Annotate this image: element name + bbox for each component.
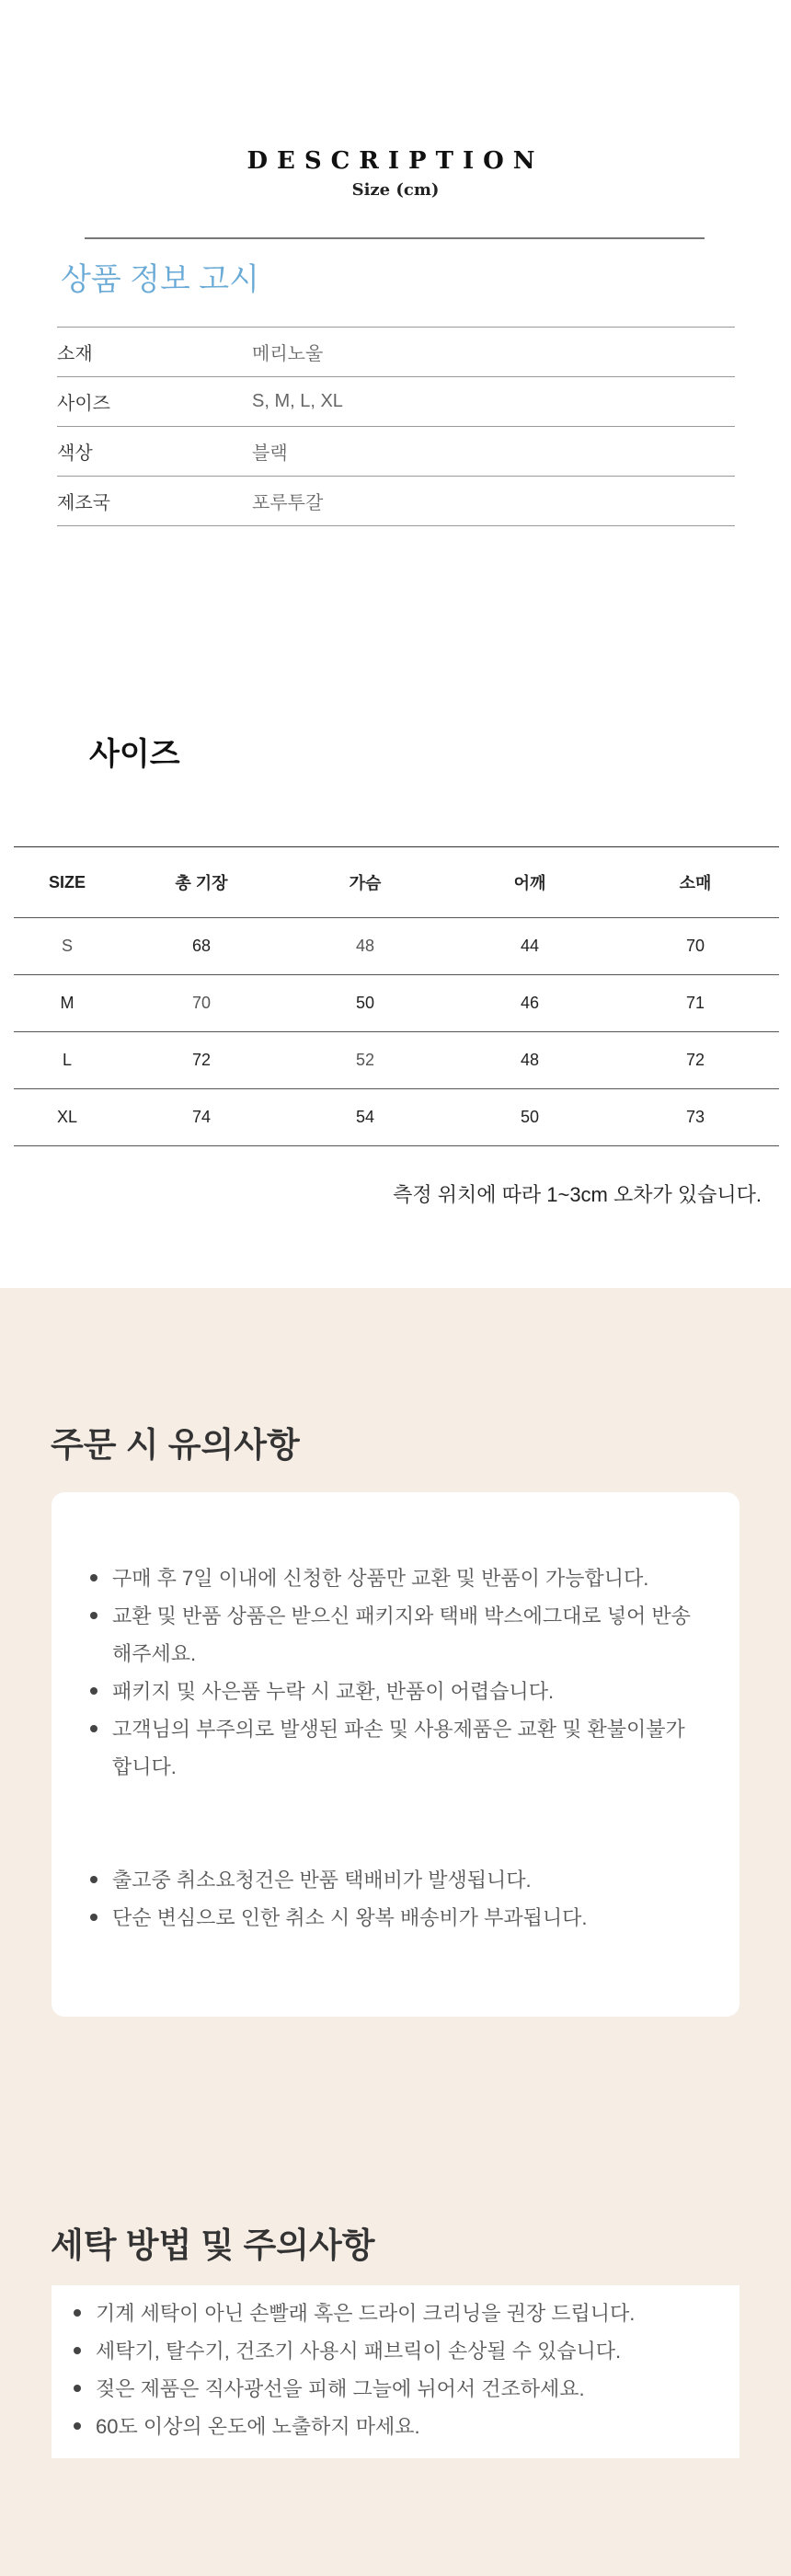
table-cell: 50 [355,994,375,1012]
table-cell: 72 [685,1051,705,1069]
info-label: 소재 [57,344,93,364]
column-header: SIZE [48,872,86,891]
table-row [14,1089,779,1146]
table-row [14,1032,779,1089]
order-notice-box [52,1492,739,2017]
column-header: 어깨 [513,874,546,892]
info-label: 제조국 [57,493,110,513]
table-cell: 70 [191,994,212,1012]
table-cell: L [62,1051,72,1069]
table-cell: 54 [355,1108,375,1126]
list-item: 구매 후 7일 이내에 신청한 상품만 교환 및 반품이 가능합니다. [88,1559,695,1597]
info-value: 메리노울 [252,344,324,364]
info-value: S, M, L, XL [252,391,343,411]
table-row [14,918,779,975]
list-item: 60도 이상의 온도에 노출하지 마세요. [72,2408,725,2445]
info-label: 색상 [57,443,93,464]
size-table-header-row [14,847,779,918]
table-cell: 52 [355,1051,375,1069]
size-note: 측정 위치에 따라 1~3cm 오차가 있습니다. [393,1183,762,1206]
list-item: 출고중 취소요청건은 반품 택배비가 발생됩니다. [88,1861,695,1899]
table-cell: 50 [520,1108,540,1126]
product-info-row [57,427,735,477]
table-cell: M [60,994,75,1012]
order-notice-list-secondary [88,1861,695,1937]
list-item: 세탁기, 탈수기, 건조기 사용시 패브릭이 손상될 수 있습니다. [72,2332,725,2370]
table-cell: 48 [520,1051,540,1069]
table-cell: 70 [685,937,705,955]
size-table [14,846,779,1146]
info-value: 블랙 [252,443,288,464]
list-item: 단순 변심으로 인한 취소 시 왕복 배송비가 부과됩니다. [88,1899,695,1937]
washing-heading: 세탁 방법 및 주의사항 [51,2226,375,2264]
column-header: 총 기장 [175,874,228,892]
table-cell: 72 [191,1051,212,1069]
order-notice-list [88,1559,695,1786]
column-header: 소매 [679,874,712,892]
product-info-row [57,477,735,526]
info-value: 포루투갈 [252,493,324,513]
description-title: DESCRIPTION [246,147,545,175]
product-info-row [57,377,735,427]
table-cell: S [61,937,73,955]
product-info-row [57,328,735,377]
table-cell: 46 [520,994,540,1012]
list-item: 젖은 제품은 직사광선을 피해 그늘에 뉘어서 건조하세요. [72,2370,725,2408]
washing-box [52,2285,739,2458]
product-info-heading: 상품 정보 고시 [61,262,259,297]
table-cell: 73 [685,1108,705,1126]
product-info-table [57,327,735,526]
description-subtitle: Size (cm) [351,180,440,200]
table-cell: 68 [191,937,212,955]
table-cell: 71 [685,994,705,1012]
table-cell: 48 [355,937,375,955]
list-item: 패키지 및 사은품 누락 시 교환, 반품이 어렵습니다. [88,1673,695,1710]
table-cell: 44 [520,937,540,955]
list-item: 기계 세탁이 아닌 손빨래 혹은 드라이 크리닝을 권장 드립니다. [72,2294,725,2332]
list-item: 고객님의 부주의로 발생된 파손 및 사용제품은 교환 및 환불이불가합니다. [88,1710,695,1786]
table-cell: XL [56,1108,78,1126]
description-divider [85,237,705,239]
list-item: 교환 및 반품 상품은 받으신 패키지와 택배 박스에그대로 넣어 반송해주세요. [88,1597,695,1673]
table-row [14,975,779,1032]
column-header: 가슴 [349,874,382,892]
info-label: 사이즈 [57,394,110,414]
order-notice-heading: 주문 시 유의사항 [51,1426,300,1464]
table-cell: 74 [191,1108,212,1126]
washing-list [72,2294,725,2445]
size-heading: 사이즈 [89,737,180,772]
